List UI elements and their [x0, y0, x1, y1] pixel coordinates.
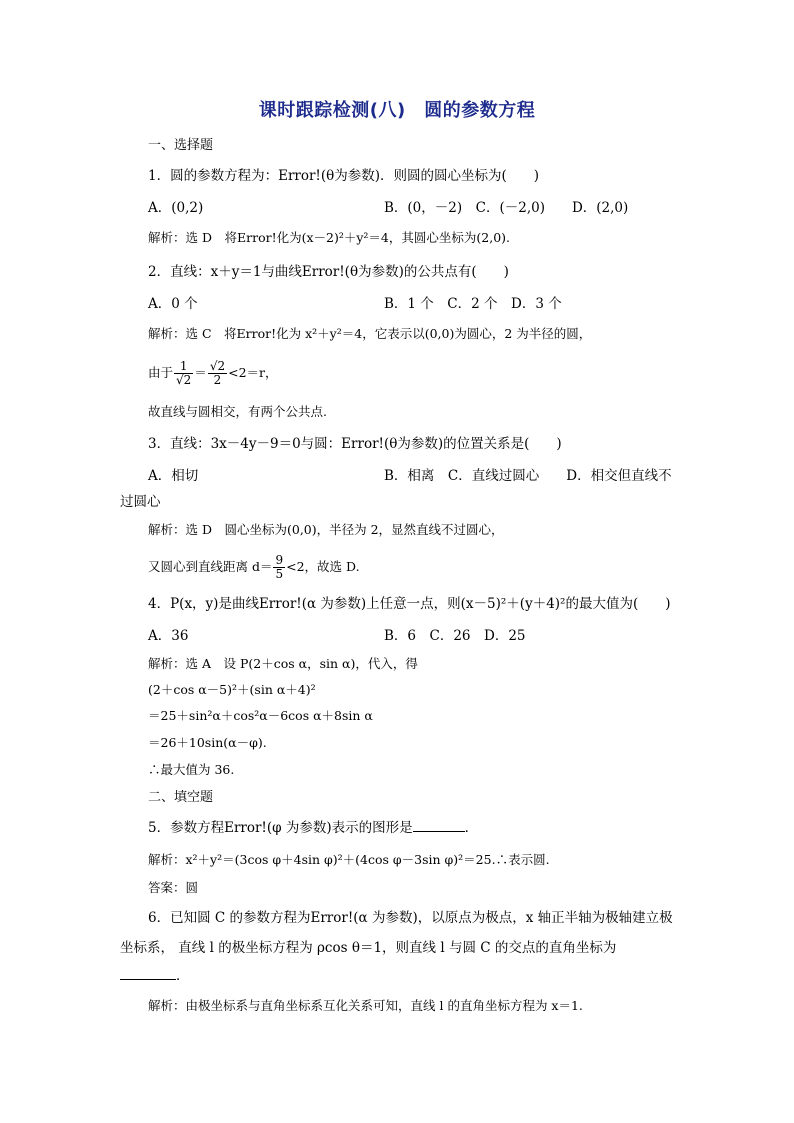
- q2-options-bcd: B．1 个 C．2 个 D．3 个: [384, 296, 562, 312]
- q6-stem-line2: 坐标系， 直线 l 的极坐标方程为 ρcos θ＝1，则直线 l 与圆 C 的交点的直角坐标为: [120, 940, 617, 956]
- q1-options-bcd: B．(0，－2) C．(－2,0) D．(2,0): [384, 200, 629, 216]
- q2-sol2-prefix: 由于: [148, 365, 174, 380]
- q4-options-bcd: B．6 C．26 D．25: [384, 628, 526, 644]
- q1-solution: 解析：选 D 将Error!化为(x－2)²＋y²＝4，其圆心坐标为(2,0).: [148, 230, 510, 245]
- q2-stem: 2．直线：x＋y＝1与曲线Error!(θ为参数)的公共点有( ): [148, 264, 509, 280]
- q2-solution-line1: 解析：选 C 将Error!化为 x²＋y²＝4，它表示以(0,0)为圆心，2 为半径的圆，: [148, 326, 592, 341]
- q3-options-continuation: 过圆心: [120, 494, 161, 510]
- answer-blank: [413, 819, 465, 832]
- q1-stem: 1．圆的参数方程为：Error!(θ为参数)．则圆的圆心坐标为( ): [148, 168, 540, 184]
- section-heading-fill: 二、填空题: [148, 790, 214, 805]
- q3-options-bcd: B．相离 C．直线过圆心 D．相交但直线不: [384, 468, 672, 484]
- q4-solution-line4: ＝26＋10sin(α－φ).: [148, 735, 267, 750]
- q6-stem-line1: 6．已知圆 C 的参数方程为Error!(α 为参数)，以原点为极点，x 轴正半轴为极轴建立极: [148, 910, 673, 926]
- answer-blank: [120, 967, 176, 980]
- q1-option-a: A．(0,2): [148, 200, 204, 216]
- q4-solution-line3: ＝25＋sin²α＋cos²α－6cos α＋8sin α: [148, 708, 373, 723]
- q4-solution-line1: 解析：选 A 设 P(2＋cos α，sin α)，代入，得: [148, 656, 418, 671]
- q4-solution-line2: (2＋cos α－5)²＋(sin α＋4)²: [148, 682, 316, 697]
- q2-solution-line3: 故直线与圆相交，有两个公共点.: [148, 404, 327, 419]
- q2-solution-line2: 由于 $\frac{1}{√2}$ ＝ $\frac{√2}{2}$ <2＝r，: [148, 359, 278, 387]
- q3-solution-line2: 又圆心到直线距离 d＝ $\frac{9}{5}$ <2，故选 D.: [148, 553, 360, 581]
- q3-stem: 3．直线：3x－4y－9＝0与圆：Error!(θ为参数)的位置关系是( ): [148, 436, 562, 452]
- q3-option-a: A．相切: [148, 468, 199, 484]
- page-title: 课时跟踪检测(八) 圆的参数方程: [258, 100, 536, 121]
- q4-solution-line5: ∴最大值为 36.: [148, 762, 235, 777]
- q6-stem-line3: ．: [120, 966, 190, 986]
- q5-solution: 解析：x²＋y²＝(3cos φ＋4sin φ)²＋(4cos φ－3sin φ)²＝25.∴表示圆.: [148, 852, 550, 867]
- q6-solution: 解析：由极坐标系与直角坐标系互化关系可知，直线 l 的直角坐标方程为 x＝1.: [148, 998, 583, 1013]
- fraction-9-over-5: $\frac{9}{5}$: [275, 553, 284, 581]
- q4-option-a: A．36: [148, 628, 189, 644]
- section-heading-choice: 一、选择题: [148, 138, 214, 153]
- q5-answer: 答案：圆: [148, 880, 199, 895]
- q4-stem: 4．P(x，y)是曲线Error!(α 为参数)上任意一点，则(x－5)²＋(y＋4)²的最大值为( ): [148, 596, 671, 612]
- q3-solution-line1: 解析：选 D 圆心坐标为(0,0)，半径为 2，显然直线不过圆心，: [148, 522, 504, 537]
- fraction-root2-over-2: $\frac{√2}{2}$: [209, 359, 226, 387]
- q2-option-a: A．0 个: [148, 296, 198, 312]
- q5-stem: 5．参数方程Error!(φ 为参数)表示的图形是 ．: [148, 820, 479, 836]
- fraction-1-over-root2: $\frac{1}{√2}$: [176, 359, 192, 387]
